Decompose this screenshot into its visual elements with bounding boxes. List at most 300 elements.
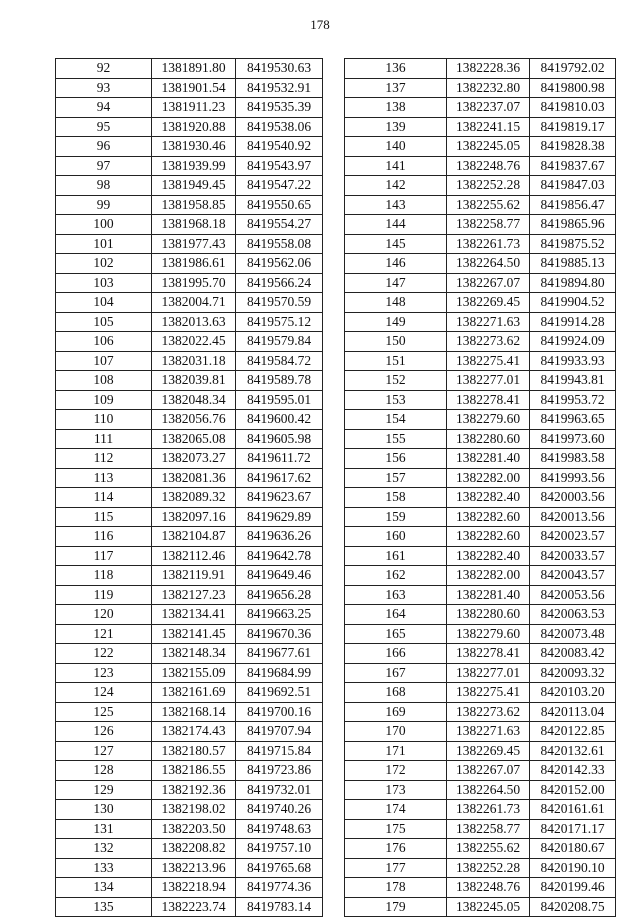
x-coordinate-cell: 1382258.77 [447, 215, 530, 235]
x-coordinate-cell: 1382264.50 [447, 780, 530, 800]
x-coordinate-cell: 1382241.15 [447, 117, 530, 137]
y-coordinate-cell: 8419875.52 [530, 234, 616, 254]
point-number-cell: 146 [345, 254, 447, 274]
x-coordinate-cell: 1382232.80 [447, 78, 530, 98]
point-number-cell: 134 [56, 878, 152, 898]
y-coordinate-cell: 8419656.28 [236, 585, 323, 605]
x-coordinate-cell: 1382282.40 [447, 546, 530, 566]
y-coordinate-cell: 8420113.04 [530, 702, 616, 722]
x-coordinate-cell: 1382112.46 [152, 546, 236, 566]
table-row [345, 449, 616, 469]
y-coordinate-cell: 8419535.39 [236, 98, 323, 118]
y-coordinate-cell: 8419748.63 [236, 819, 323, 839]
table-row [56, 819, 323, 839]
table-row [345, 117, 616, 137]
y-coordinate-cell: 8419677.61 [236, 644, 323, 664]
y-coordinate-cell: 8419670.36 [236, 624, 323, 644]
table-row [56, 98, 323, 118]
table-row [56, 312, 323, 332]
table-row [56, 59, 323, 79]
x-coordinate-cell: 1382180.57 [152, 741, 236, 761]
y-coordinate-cell: 8419554.27 [236, 215, 323, 235]
y-coordinate-cell: 8420083.42 [530, 644, 616, 664]
y-coordinate-cell: 8420093.32 [530, 663, 616, 683]
point-number-cell: 135 [56, 897, 152, 917]
point-number-cell: 147 [345, 273, 447, 293]
y-coordinate-cell: 8419684.99 [236, 663, 323, 683]
x-coordinate-cell: 1382252.28 [447, 176, 530, 196]
y-coordinate-cell: 8419715.84 [236, 741, 323, 761]
y-coordinate-cell: 8419566.24 [236, 273, 323, 293]
point-number-cell: 122 [56, 644, 152, 664]
point-number-cell: 171 [345, 741, 447, 761]
point-number-cell: 129 [56, 780, 152, 800]
x-coordinate-cell: 1382282.40 [447, 488, 530, 508]
x-coordinate-cell: 1382127.23 [152, 585, 236, 605]
point-number-cell: 93 [56, 78, 152, 98]
y-coordinate-cell: 8419692.51 [236, 683, 323, 703]
point-number-cell: 166 [345, 644, 447, 664]
table-row [56, 273, 323, 293]
table-row [345, 585, 616, 605]
y-coordinate-cell: 8419530.63 [236, 59, 323, 79]
point-number-cell: 159 [345, 507, 447, 527]
point-number-cell: 142 [345, 176, 447, 196]
table-row [345, 273, 616, 293]
table-row [345, 897, 616, 917]
y-coordinate-cell: 8419584.72 [236, 351, 323, 371]
table-row [56, 605, 323, 625]
y-coordinate-cell: 8420063.53 [530, 605, 616, 625]
point-number-cell: 128 [56, 761, 152, 781]
table-row [56, 254, 323, 274]
table-row [345, 293, 616, 313]
y-coordinate-cell: 8420199.46 [530, 878, 616, 898]
point-number-cell: 119 [56, 585, 152, 605]
x-coordinate-cell: 1382258.77 [447, 819, 530, 839]
point-number-cell: 162 [345, 566, 447, 586]
point-number-cell: 115 [56, 507, 152, 527]
y-coordinate-cell: 8419933.93 [530, 351, 616, 371]
table-row [345, 605, 616, 625]
y-coordinate-cell: 8420073.48 [530, 624, 616, 644]
table-row [345, 78, 616, 98]
point-number-cell: 140 [345, 137, 447, 157]
point-number-cell: 152 [345, 371, 447, 391]
table-row [345, 195, 616, 215]
table-row [345, 761, 616, 781]
table-row [345, 332, 616, 352]
y-coordinate-cell: 8420043.57 [530, 566, 616, 586]
y-coordinate-cell: 8419765.68 [236, 858, 323, 878]
x-coordinate-cell: 1382255.62 [447, 839, 530, 859]
point-number-cell: 117 [56, 546, 152, 566]
y-coordinate-cell: 8419579.84 [236, 332, 323, 352]
point-number-cell: 106 [56, 332, 152, 352]
y-coordinate-cell: 8419532.91 [236, 78, 323, 98]
point-number-cell: 157 [345, 468, 447, 488]
x-coordinate-cell: 1382271.63 [447, 312, 530, 332]
x-coordinate-cell: 1381968.18 [152, 215, 236, 235]
y-coordinate-cell: 8419707.94 [236, 722, 323, 742]
point-number-cell: 133 [56, 858, 152, 878]
coordinates-table-left [55, 58, 323, 917]
table-row [56, 234, 323, 254]
x-coordinate-cell: 1382269.45 [447, 293, 530, 313]
table-row [56, 78, 323, 98]
y-coordinate-cell: 8420103.20 [530, 683, 616, 703]
y-coordinate-cell: 8419757.10 [236, 839, 323, 859]
point-number-cell: 101 [56, 234, 152, 254]
table-row [345, 527, 616, 547]
point-number-cell: 177 [345, 858, 447, 878]
x-coordinate-cell: 1381958.85 [152, 195, 236, 215]
x-coordinate-cell: 1382261.73 [447, 800, 530, 820]
point-number-cell: 175 [345, 819, 447, 839]
y-coordinate-cell: 8419538.06 [236, 117, 323, 137]
table-row [345, 702, 616, 722]
point-number-cell: 124 [56, 683, 152, 703]
table-row [345, 800, 616, 820]
table-row [56, 215, 323, 235]
table-row [56, 897, 323, 917]
table-row [56, 371, 323, 391]
y-coordinate-cell: 8420013.56 [530, 507, 616, 527]
x-coordinate-cell: 1382269.45 [447, 741, 530, 761]
x-coordinate-cell: 1382048.34 [152, 390, 236, 410]
table-row [345, 176, 616, 196]
point-number-cell: 174 [345, 800, 447, 820]
y-coordinate-cell: 8420190.10 [530, 858, 616, 878]
y-coordinate-cell: 8419547.22 [236, 176, 323, 196]
x-coordinate-cell: 1382168.14 [152, 702, 236, 722]
y-coordinate-cell: 8419973.60 [530, 429, 616, 449]
point-number-cell: 169 [345, 702, 447, 722]
y-coordinate-cell: 8419943.81 [530, 371, 616, 391]
x-coordinate-cell: 1382134.41 [152, 605, 236, 625]
table-row [56, 663, 323, 683]
table-row [345, 254, 616, 274]
table-row [56, 449, 323, 469]
table-row [345, 429, 616, 449]
x-coordinate-cell: 1382073.27 [152, 449, 236, 469]
point-number-cell: 165 [345, 624, 447, 644]
x-coordinate-cell: 1382267.07 [447, 761, 530, 781]
point-number-cell: 100 [56, 215, 152, 235]
table-row [345, 137, 616, 157]
y-coordinate-cell: 8419732.01 [236, 780, 323, 800]
y-coordinate-cell: 8419589.78 [236, 371, 323, 391]
point-number-cell: 179 [345, 897, 447, 917]
x-coordinate-cell: 1382277.01 [447, 371, 530, 391]
y-coordinate-cell: 8420208.75 [530, 897, 616, 917]
point-number-cell: 143 [345, 195, 447, 215]
y-coordinate-cell: 8419914.28 [530, 312, 616, 332]
table-row [56, 722, 323, 742]
table-row [345, 546, 616, 566]
point-number-cell: 139 [345, 117, 447, 137]
x-coordinate-cell: 1382271.63 [447, 722, 530, 742]
x-coordinate-cell: 1382278.41 [447, 390, 530, 410]
y-coordinate-cell: 8419595.01 [236, 390, 323, 410]
x-coordinate-cell: 1382248.76 [447, 156, 530, 176]
x-coordinate-cell: 1381977.43 [152, 234, 236, 254]
x-coordinate-cell: 1382273.62 [447, 332, 530, 352]
y-coordinate-cell: 8420152.00 [530, 780, 616, 800]
table-row [56, 351, 323, 371]
table-row [345, 59, 616, 79]
x-coordinate-cell: 1382282.60 [447, 527, 530, 547]
x-coordinate-cell: 1382282.60 [447, 507, 530, 527]
table-row [56, 878, 323, 898]
x-coordinate-cell: 1381949.45 [152, 176, 236, 196]
y-coordinate-cell: 8419636.26 [236, 527, 323, 547]
x-coordinate-cell: 1381911.23 [152, 98, 236, 118]
point-number-cell: 102 [56, 254, 152, 274]
point-number-cell: 98 [56, 176, 152, 196]
table-row [56, 390, 323, 410]
y-coordinate-cell: 8420122.85 [530, 722, 616, 742]
y-coordinate-cell: 8420161.61 [530, 800, 616, 820]
table-row [56, 741, 323, 761]
y-coordinate-cell: 8420171.17 [530, 819, 616, 839]
table-row [56, 527, 323, 547]
y-coordinate-cell: 8420180.67 [530, 839, 616, 859]
point-number-cell: 144 [345, 215, 447, 235]
y-coordinate-cell: 8419865.96 [530, 215, 616, 235]
table-row [56, 702, 323, 722]
x-coordinate-cell: 1382174.43 [152, 722, 236, 742]
point-number-cell: 116 [56, 527, 152, 547]
y-coordinate-cell: 8419562.06 [236, 254, 323, 274]
y-coordinate-cell: 8420053.56 [530, 585, 616, 605]
y-coordinate-cell: 8419623.67 [236, 488, 323, 508]
point-number-cell: 111 [56, 429, 152, 449]
point-number-cell: 103 [56, 273, 152, 293]
table-row [56, 566, 323, 586]
x-coordinate-cell: 1381930.46 [152, 137, 236, 157]
point-number-cell: 121 [56, 624, 152, 644]
y-coordinate-cell: 8419611.72 [236, 449, 323, 469]
point-number-cell: 125 [56, 702, 152, 722]
point-number-cell: 150 [345, 332, 447, 352]
y-coordinate-cell: 8419540.92 [236, 137, 323, 157]
table-row [56, 683, 323, 703]
y-coordinate-cell: 8419924.09 [530, 332, 616, 352]
point-number-cell: 112 [56, 449, 152, 469]
y-coordinate-cell: 8419649.46 [236, 566, 323, 586]
table-row [345, 624, 616, 644]
y-coordinate-cell: 8419792.02 [530, 59, 616, 79]
y-coordinate-cell: 8420132.61 [530, 741, 616, 761]
table-row [56, 546, 323, 566]
y-coordinate-cell: 8419894.80 [530, 273, 616, 293]
x-coordinate-cell: 1382004.71 [152, 293, 236, 313]
table-row [56, 410, 323, 430]
x-coordinate-cell: 1382228.36 [447, 59, 530, 79]
table-row [56, 488, 323, 508]
y-coordinate-cell: 8419600.42 [236, 410, 323, 430]
x-coordinate-cell: 1382031.18 [152, 351, 236, 371]
x-coordinate-cell: 1382089.32 [152, 488, 236, 508]
x-coordinate-cell: 1382278.41 [447, 644, 530, 664]
y-coordinate-cell: 8419963.65 [530, 410, 616, 430]
point-number-cell: 131 [56, 819, 152, 839]
point-number-cell: 167 [345, 663, 447, 683]
table-row [56, 761, 323, 781]
point-number-cell: 158 [345, 488, 447, 508]
x-coordinate-cell: 1381986.61 [152, 254, 236, 274]
x-coordinate-cell: 1382264.50 [447, 254, 530, 274]
x-coordinate-cell: 1382223.74 [152, 897, 236, 917]
table-row [56, 585, 323, 605]
point-number-cell: 118 [56, 566, 152, 586]
x-coordinate-cell: 1382208.82 [152, 839, 236, 859]
y-coordinate-cell: 8419558.08 [236, 234, 323, 254]
x-coordinate-cell: 1381901.54 [152, 78, 236, 98]
x-coordinate-cell: 1382039.81 [152, 371, 236, 391]
point-number-cell: 123 [56, 663, 152, 683]
y-coordinate-cell: 8419774.36 [236, 878, 323, 898]
y-coordinate-cell: 8419828.38 [530, 137, 616, 157]
table-body [345, 59, 616, 917]
point-number-cell: 160 [345, 527, 447, 547]
table-row [56, 468, 323, 488]
page-number: 178 [310, 17, 330, 32]
y-coordinate-cell: 8419856.47 [530, 195, 616, 215]
y-coordinate-cell: 8419885.13 [530, 254, 616, 274]
x-coordinate-cell: 1382273.62 [447, 702, 530, 722]
x-coordinate-cell: 1382245.05 [447, 897, 530, 917]
point-number-cell: 95 [56, 117, 152, 137]
x-coordinate-cell: 1382252.28 [447, 858, 530, 878]
table-row [345, 488, 616, 508]
table-row [345, 878, 616, 898]
point-number-cell: 136 [345, 59, 447, 79]
table-row [56, 644, 323, 664]
y-coordinate-cell: 8419740.26 [236, 800, 323, 820]
y-coordinate-cell: 8419543.97 [236, 156, 323, 176]
point-number-cell: 153 [345, 390, 447, 410]
y-coordinate-cell: 8419819.17 [530, 117, 616, 137]
table-row [56, 137, 323, 157]
x-coordinate-cell: 1381939.99 [152, 156, 236, 176]
x-coordinate-cell: 1382218.94 [152, 878, 236, 898]
table-row [345, 683, 616, 703]
x-coordinate-cell: 1382192.36 [152, 780, 236, 800]
x-coordinate-cell: 1382065.08 [152, 429, 236, 449]
x-coordinate-cell: 1381995.70 [152, 273, 236, 293]
point-number-cell: 104 [56, 293, 152, 313]
x-coordinate-cell: 1382280.60 [447, 429, 530, 449]
y-coordinate-cell: 8419953.72 [530, 390, 616, 410]
y-coordinate-cell: 8419800.98 [530, 78, 616, 98]
point-number-cell: 170 [345, 722, 447, 742]
point-number-cell: 163 [345, 585, 447, 605]
x-coordinate-cell: 1382281.40 [447, 449, 530, 469]
x-coordinate-cell: 1382282.00 [447, 468, 530, 488]
y-coordinate-cell: 8419663.25 [236, 605, 323, 625]
table-body [56, 59, 323, 917]
point-number-cell: 127 [56, 741, 152, 761]
x-coordinate-cell: 1382022.45 [152, 332, 236, 352]
point-number-cell: 145 [345, 234, 447, 254]
table-row [345, 839, 616, 859]
table-row [345, 780, 616, 800]
point-number-cell: 168 [345, 683, 447, 703]
x-coordinate-cell: 1382282.00 [447, 566, 530, 586]
point-number-cell: 173 [345, 780, 447, 800]
x-coordinate-cell: 1382148.34 [152, 644, 236, 664]
y-coordinate-cell: 8419629.89 [236, 507, 323, 527]
x-coordinate-cell: 1381920.88 [152, 117, 236, 137]
table-row [56, 858, 323, 878]
y-coordinate-cell: 8419783.14 [236, 897, 323, 917]
table-row [345, 858, 616, 878]
x-coordinate-cell: 1382213.96 [152, 858, 236, 878]
point-number-cell: 96 [56, 137, 152, 157]
x-coordinate-cell: 1382277.01 [447, 663, 530, 683]
y-coordinate-cell: 8419810.03 [530, 98, 616, 118]
table-row [56, 429, 323, 449]
table-row [345, 234, 616, 254]
y-coordinate-cell: 8419570.59 [236, 293, 323, 313]
y-coordinate-cell: 8419904.52 [530, 293, 616, 313]
point-number-cell: 137 [345, 78, 447, 98]
point-number-cell: 113 [56, 468, 152, 488]
point-number-cell: 92 [56, 59, 152, 79]
y-coordinate-cell: 8419605.98 [236, 429, 323, 449]
x-coordinate-cell: 1382255.62 [447, 195, 530, 215]
x-coordinate-cell: 1382275.41 [447, 683, 530, 703]
point-number-cell: 154 [345, 410, 447, 430]
point-number-cell: 155 [345, 429, 447, 449]
x-coordinate-cell: 1382275.41 [447, 351, 530, 371]
point-number-cell: 107 [56, 351, 152, 371]
point-number-cell: 94 [56, 98, 152, 118]
table-row [56, 332, 323, 352]
x-coordinate-cell: 1382279.60 [447, 410, 530, 430]
point-number-cell: 108 [56, 371, 152, 391]
x-coordinate-cell: 1382198.02 [152, 800, 236, 820]
table-row [345, 741, 616, 761]
table-row [345, 371, 616, 391]
y-coordinate-cell: 8419723.86 [236, 761, 323, 781]
y-coordinate-cell: 8419700.16 [236, 702, 323, 722]
table-row [345, 566, 616, 586]
y-coordinate-cell: 8419993.56 [530, 468, 616, 488]
table-row [56, 800, 323, 820]
table-row [345, 507, 616, 527]
y-coordinate-cell: 8419983.58 [530, 449, 616, 469]
point-number-cell: 148 [345, 293, 447, 313]
table-row [345, 156, 616, 176]
y-coordinate-cell: 8419575.12 [236, 312, 323, 332]
x-coordinate-cell: 1382104.87 [152, 527, 236, 547]
x-coordinate-cell: 1382279.60 [447, 624, 530, 644]
point-number-cell: 151 [345, 351, 447, 371]
point-number-cell: 110 [56, 410, 152, 430]
table-row [345, 819, 616, 839]
x-coordinate-cell: 1382155.09 [152, 663, 236, 683]
table-row [345, 390, 616, 410]
point-number-cell: 176 [345, 839, 447, 859]
point-number-cell: 109 [56, 390, 152, 410]
point-number-cell: 114 [56, 488, 152, 508]
x-coordinate-cell: 1382245.05 [447, 137, 530, 157]
table-row [56, 839, 323, 859]
table-row [345, 98, 616, 118]
